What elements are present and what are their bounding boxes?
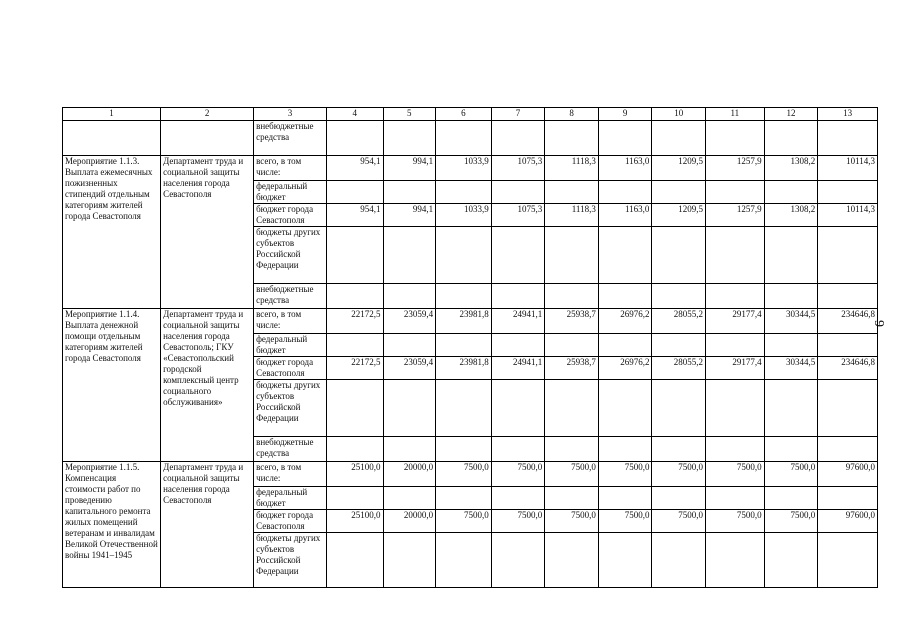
value-cell — [818, 437, 878, 462]
value-cell: 25938,7 — [545, 357, 599, 380]
value-cell — [818, 380, 878, 437]
value-cell — [436, 181, 492, 204]
value-cell — [764, 334, 818, 357]
value-cell — [706, 380, 765, 437]
value-cell — [545, 121, 599, 156]
header-row — [63, 108, 878, 121]
value-cell: 1308,2 — [764, 156, 818, 181]
value-cell: 20000,0 — [383, 510, 436, 533]
measure-cell — [63, 121, 161, 156]
value-cell: 20000,0 — [383, 462, 436, 487]
value-cell: 994,1 — [383, 204, 436, 227]
value-cell: 7500,0 — [706, 510, 765, 533]
measure-name: Мероприятие 1.1.3. Выплата ежемесячных пожизненных стипендий отдельным категориям жителей города Севастополя — [63, 156, 161, 309]
value-cell — [545, 181, 599, 204]
value-cell — [764, 121, 818, 156]
funding-source: внебюджетные средства — [254, 437, 327, 462]
column-header: 11 — [706, 108, 765, 121]
value-cell — [598, 533, 652, 588]
funding-source: бюджеты других субъектов Российской Федерации — [254, 380, 327, 437]
value-cell — [764, 227, 818, 284]
value-cell — [706, 487, 765, 510]
value-cell: 29177,4 — [706, 309, 765, 334]
value-cell — [764, 284, 818, 309]
value-cell — [326, 380, 383, 437]
value-cell: 1075,3 — [491, 204, 545, 227]
value-cell — [652, 284, 706, 309]
value-cell: 7500,0 — [706, 462, 765, 487]
value-cell: 7500,0 — [598, 510, 652, 533]
value-cell: 1257,9 — [706, 204, 765, 227]
value-cell — [598, 380, 652, 437]
value-cell — [383, 334, 436, 357]
value-cell: 7500,0 — [598, 462, 652, 487]
value-cell: 30344,5 — [764, 309, 818, 334]
column-header: 8 — [545, 108, 599, 121]
value-cell: 1257,9 — [706, 156, 765, 181]
value-cell: 25100,0 — [326, 462, 383, 487]
value-cell — [706, 227, 765, 284]
value-cell — [436, 121, 492, 156]
executor-cell — [161, 121, 254, 156]
value-cell — [545, 487, 599, 510]
value-cell — [383, 121, 436, 156]
value-cell — [652, 227, 706, 284]
executor-name: Департамент труда и социальной защиты населения города Севастополя — [161, 156, 254, 309]
value-cell — [764, 181, 818, 204]
value-cell: 24941,1 — [491, 309, 545, 334]
value-cell — [383, 181, 436, 204]
value-cell — [545, 334, 599, 357]
value-cell: 24941,1 — [491, 357, 545, 380]
measure-name: Мероприятие 1.1.4. Выплата денежной помощи отдельным категориям жителей города Севастополя — [63, 309, 161, 462]
value-cell: 25938,7 — [545, 309, 599, 334]
value-cell — [383, 437, 436, 462]
funding-source: бюджет города Севастополя — [254, 510, 327, 533]
value-cell: 23981,8 — [436, 309, 492, 334]
value-cell: 7500,0 — [491, 510, 545, 533]
value-cell: 1163,0 — [598, 204, 652, 227]
value-cell: 23059,4 — [383, 357, 436, 380]
value-cell — [652, 437, 706, 462]
value-cell: 10114,3 — [818, 204, 878, 227]
value-cell: 97600,0 — [818, 510, 878, 533]
value-cell — [652, 121, 706, 156]
value-cell — [545, 533, 599, 588]
value-cell: 1033,9 — [436, 204, 492, 227]
value-cell — [764, 487, 818, 510]
funding-source: бюджет города Севастополя — [254, 357, 327, 380]
value-cell: 994,1 — [383, 156, 436, 181]
table-row — [63, 156, 878, 181]
value-cell — [383, 227, 436, 284]
column-header: 7 — [491, 108, 545, 121]
value-cell — [764, 380, 818, 437]
value-cell: 7500,0 — [545, 510, 599, 533]
table-row — [63, 121, 878, 156]
value-cell: 7500,0 — [436, 462, 492, 487]
funding-source: бюджеты других субъектов Российской Федерации — [254, 533, 327, 588]
value-cell — [818, 181, 878, 204]
column-header: 4 — [326, 108, 383, 121]
value-cell: 25100,0 — [326, 510, 383, 533]
executor-name: Департамент труда и социальной защиты населения города Севастополя — [161, 462, 254, 588]
budget-table — [62, 107, 878, 588]
value-cell: 234646,8 — [818, 357, 878, 380]
value-cell — [383, 380, 436, 437]
value-cell — [491, 380, 545, 437]
value-cell — [818, 227, 878, 284]
value-cell — [652, 533, 706, 588]
value-cell: 7500,0 — [491, 462, 545, 487]
value-cell — [545, 284, 599, 309]
value-cell — [818, 487, 878, 510]
funding-source: всего, в том числе: — [254, 309, 327, 334]
value-cell: 29177,4 — [706, 357, 765, 380]
value-cell: 1209,5 — [652, 156, 706, 181]
column-header: 3 — [254, 108, 327, 121]
value-cell — [491, 437, 545, 462]
value-cell — [652, 380, 706, 437]
funding-source: бюджет города Севастополя — [254, 204, 327, 227]
value-cell — [652, 487, 706, 510]
value-cell — [326, 334, 383, 357]
value-cell — [818, 334, 878, 357]
page-number: 9 — [871, 320, 886, 327]
value-cell — [706, 334, 765, 357]
value-cell — [383, 533, 436, 588]
value-cell: 954,1 — [326, 156, 383, 181]
value-cell — [326, 284, 383, 309]
funding-source-cell: внебюджетные средства — [254, 121, 327, 156]
value-cell: 954,1 — [326, 204, 383, 227]
value-cell: 7500,0 — [652, 510, 706, 533]
value-cell: 22172,5 — [326, 357, 383, 380]
value-cell — [598, 437, 652, 462]
value-cell — [706, 121, 765, 156]
funding-source: федеральный бюджет — [254, 487, 327, 510]
value-cell: 28055,2 — [652, 309, 706, 334]
value-cell — [436, 533, 492, 588]
value-cell — [436, 334, 492, 357]
value-cell — [598, 121, 652, 156]
funding-source: бюджеты других субъектов Российской Федерации — [254, 227, 327, 284]
value-cell — [764, 533, 818, 588]
value-cell — [383, 284, 436, 309]
value-cell — [491, 487, 545, 510]
value-cell: 7500,0 — [652, 462, 706, 487]
value-cell: 23059,4 — [383, 309, 436, 334]
value-cell — [326, 227, 383, 284]
funding-source: всего, в том числе: — [254, 462, 327, 487]
column-header: 6 — [436, 108, 492, 121]
value-cell: 23981,8 — [436, 357, 492, 380]
value-cell — [436, 487, 492, 510]
value-cell — [706, 437, 765, 462]
column-header: 12 — [764, 108, 818, 121]
value-cell: 10114,3 — [818, 156, 878, 181]
funding-source: федеральный бюджет — [254, 181, 327, 204]
measure-name: Мероприятие 1.1.5. Компенсация стоимости работ по проведению капитального ремонта жилых помещений ветеранам и инвалидам Великой Отечественной войны 1941–1945 — [63, 462, 161, 588]
value-cell — [436, 437, 492, 462]
value-cell — [326, 437, 383, 462]
value-cell — [383, 487, 436, 510]
value-cell: 7500,0 — [764, 462, 818, 487]
value-cell — [818, 533, 878, 588]
value-cell — [598, 284, 652, 309]
value-cell: 234646,8 — [818, 309, 878, 334]
value-cell — [326, 121, 383, 156]
value-cell: 7500,0 — [764, 510, 818, 533]
value-cell — [545, 380, 599, 437]
value-cell: 7500,0 — [545, 462, 599, 487]
value-cell — [436, 284, 492, 309]
value-cell: 7500,0 — [436, 510, 492, 533]
value-cell — [491, 334, 545, 357]
column-header: 5 — [383, 108, 436, 121]
value-cell — [491, 227, 545, 284]
executor-name: Департамент труда и социальной защиты населения города Севастополь; ГКУ «Севастопольский городской комплексный центр социального обслуживания» — [161, 309, 254, 462]
value-cell — [706, 284, 765, 309]
value-cell — [764, 437, 818, 462]
value-cell: 1033,9 — [436, 156, 492, 181]
value-cell — [598, 181, 652, 204]
column-header: 2 — [161, 108, 254, 121]
value-cell — [326, 487, 383, 510]
value-cell — [706, 533, 765, 588]
value-cell — [436, 227, 492, 284]
value-cell — [491, 533, 545, 588]
column-header: 13 — [818, 108, 878, 121]
value-cell: 1118,3 — [545, 156, 599, 181]
value-cell: 26976,2 — [598, 309, 652, 334]
table-row — [63, 309, 878, 334]
value-cell: 22172,5 — [326, 309, 383, 334]
value-cell — [326, 533, 383, 588]
value-cell — [491, 181, 545, 204]
value-cell: 30344,5 — [764, 357, 818, 380]
value-cell — [652, 181, 706, 204]
value-cell — [491, 284, 545, 309]
value-cell: 1075,3 — [491, 156, 545, 181]
funding-source: внебюджетные средства — [254, 284, 327, 309]
funding-source: всего, в том числе: — [254, 156, 327, 181]
value-cell — [598, 227, 652, 284]
value-cell: 1209,5 — [652, 204, 706, 227]
value-cell — [545, 227, 599, 284]
value-cell: 97600,0 — [818, 462, 878, 487]
value-cell — [818, 121, 878, 156]
column-header: 1 — [63, 108, 161, 121]
column-header: 10 — [652, 108, 706, 121]
value-cell: 1308,2 — [764, 204, 818, 227]
value-cell — [652, 334, 706, 357]
value-cell: 28055,2 — [652, 357, 706, 380]
value-cell — [436, 380, 492, 437]
funding-source: федеральный бюджет — [254, 334, 327, 357]
table-row — [63, 462, 878, 487]
value-cell — [818, 284, 878, 309]
value-cell: 26976,2 — [598, 357, 652, 380]
value-cell: 1118,3 — [545, 204, 599, 227]
value-cell — [545, 437, 599, 462]
value-cell: 1163,0 — [598, 156, 652, 181]
value-cell — [706, 181, 765, 204]
value-cell — [326, 181, 383, 204]
value-cell — [598, 487, 652, 510]
value-cell — [598, 334, 652, 357]
column-header: 9 — [598, 108, 652, 121]
value-cell — [491, 121, 545, 156]
